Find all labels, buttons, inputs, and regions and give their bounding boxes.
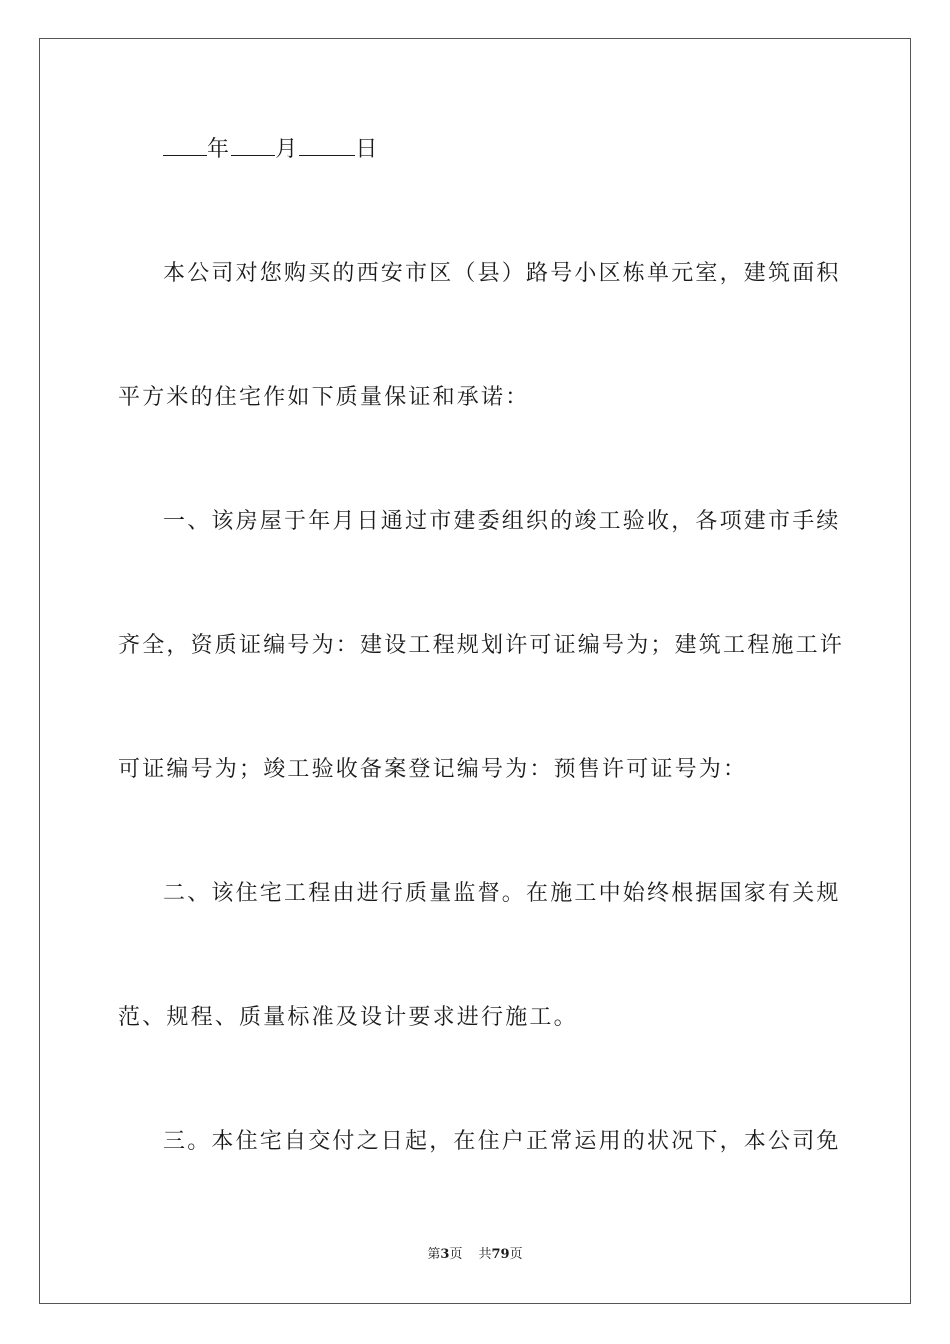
footer-page-suffix: 页 [449,1247,463,1262]
footer-prefix: 第 [427,1247,441,1262]
year-label: 年 [207,137,232,162]
page-frame [39,38,911,1304]
footer-total-suffix: 页 [509,1247,523,1262]
paragraph-line: 三。本住宅自交付之日起，在住户正常运用的状况下，本公司免 [163,1129,841,1154]
date-line [163,134,883,166]
paragraph-line: 齐全，资质证编号为：建设工程规划许可证编号为；建筑工程施工许 [118,633,845,658]
day-blank [299,135,355,156]
month-label: 月 [275,137,300,162]
paragraph-line: 一、该房屋于年月日通过市建委组织的竣工验收，各项建市手续 [163,509,841,534]
paragraph-line: 范、规程、质量标准及设计要求进行施工。 [118,1005,578,1030]
month-blank [231,135,275,156]
paragraph-line: 可证编号为；竣工验收备案登记编号为：预售许可证号为： [118,757,748,782]
paragraph-line: 二、该住宅工程由进行质量监督。在施工中始终根据国家有关规 [163,881,841,906]
page-footer [0,1246,950,1264]
total-pages-number: 79 [491,1247,510,1262]
day-label: 日 [355,137,380,162]
paragraph-line: 平方米的住宅作如下质量保证和承诺： [118,385,530,410]
current-page-number: 3 [440,1247,450,1262]
footer-total-prefix: 共 [478,1247,492,1262]
year-blank [163,135,207,156]
paragraph-line: 本公司对您购买的西安市区（县）路号小区栋单元室，建筑面积 [163,261,841,286]
